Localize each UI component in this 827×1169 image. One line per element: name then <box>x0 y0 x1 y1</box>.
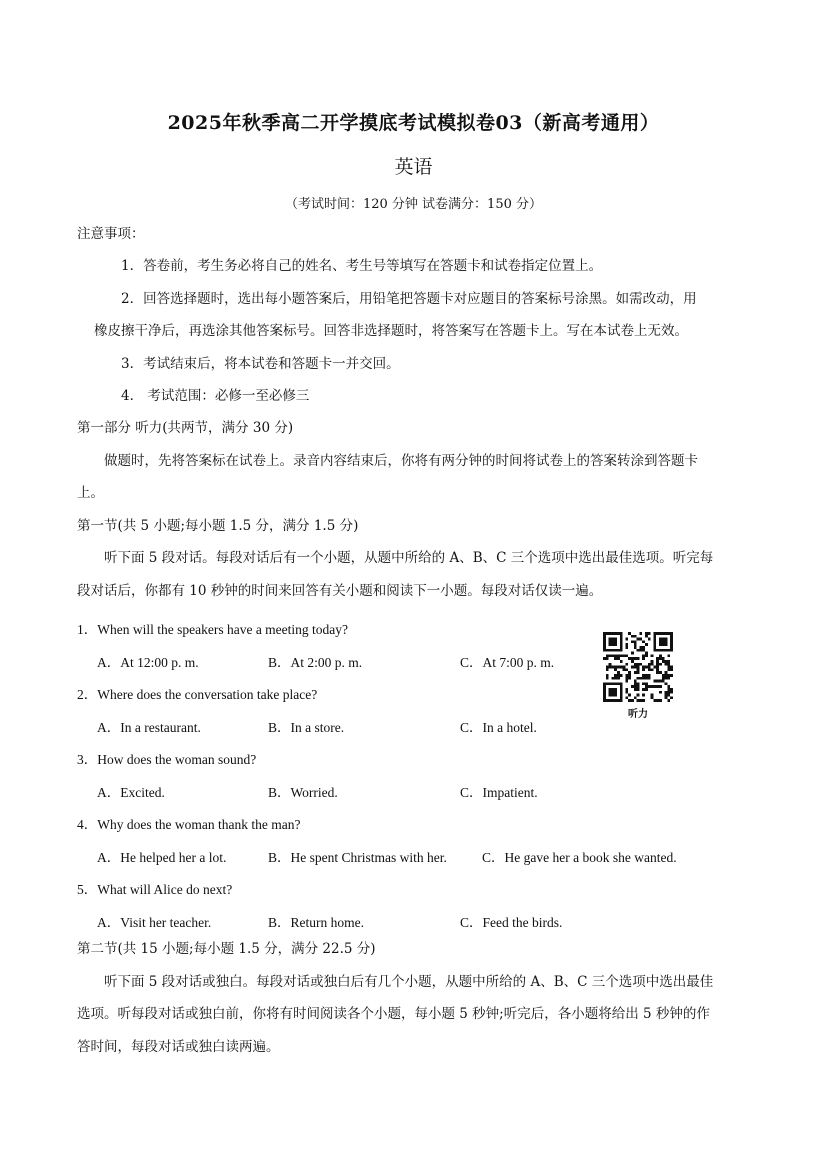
section2-intro-line-1: 听下面 5 段对话或独白。每段对话或独白后有几个小题，从题中所给的 A、B、C 三个选项中选出最佳 <box>104 974 714 990</box>
section1-heading: 第一节(共 5 小题;每小题 1.5 分，满分 1.5 分) <box>77 518 359 534</box>
question-1-option-a: A．At 12:00 p. m. <box>97 655 199 670</box>
note-item-4: 4． 考试范围：必修一至必修三 <box>121 388 310 404</box>
question-4-stem: 4．Why does the woman thank the man? <box>77 817 301 832</box>
question-4-option-c: C．He gave her a book she wanted. <box>482 850 677 865</box>
note-item-3: 3．考试结束后，将本试卷和答题卡一并交回。 <box>121 356 400 372</box>
question-2-option-b: B．In a store. <box>268 720 345 735</box>
qr-code-label: 听力 <box>628 709 648 720</box>
section1-intro-line-2: 段对话后，你都有 10 秒钟的时间来回答有关小题和阅读下一小题。每段对话仅读一遍。 <box>77 583 603 599</box>
note-item-2-line-1: 2．回答选择题时，选出每小题答案后，用铅笔把答题卡对应题目的答案标号涂黑。如需改动，用 <box>121 291 697 307</box>
notes-heading: 注意事项： <box>77 226 145 242</box>
question-5-option-c: C．Feed the birds. <box>460 915 563 930</box>
qr-code-icon[interactable] <box>603 632 673 702</box>
note-item-2-line-2: 橡皮擦干净后，再选涂其他答案标号。回答非选择题时，将答案写在答题卡上。写在本试卷上无效。 <box>94 323 688 339</box>
subject-title: 英语 <box>394 156 433 178</box>
question-3-option-b: B．Worried. <box>268 785 338 800</box>
section2-heading: 第二节(共 15 小题;每小题 1.5 分，满分 22.5 分) <box>77 941 376 957</box>
question-5-stem: 5．What will Alice do next? <box>77 882 233 897</box>
question-2-option-a: A．In a restaurant. <box>97 720 201 735</box>
note-item-1: 1．答卷前，考生务必将自己的姓名、考生号等填写在答题卡和试卷指定位置上。 <box>121 258 603 274</box>
question-3-option-c: C．Impatient. <box>460 785 538 800</box>
part1-intro-line-1: 做题时，先将答案标在试卷上。录音内容结束后，你将有两分钟的时间将试卷上的答案转涂到答题卡 <box>104 453 698 469</box>
part1-heading: 第一部分 听力(共两节，满分 30 分) <box>77 420 294 436</box>
question-1-stem: 1．When will the speakers have a meeting today? <box>77 622 349 637</box>
question-1-option-b: B．At 2:00 p. m. <box>268 655 363 670</box>
question-3-stem: 3．How does the woman sound? <box>77 752 257 767</box>
section2-intro-line-2: 选项。听每段对话或独白前，你将有时间阅读各个小题，每小题 5 秒钟;听完后，各小题将给出 5 秒钟的作 <box>77 1006 710 1022</box>
question-4-option-b: B．He spent Christmas with her. <box>268 850 447 865</box>
part1-intro-line-2: 上。 <box>77 485 104 501</box>
exam-time-info: （考试时间：120 分钟 试卷满分：150 分） <box>284 197 543 212</box>
section1-intro-line-1: 听下面 5 段对话。每段对话后有一个小题，从题中所给的 A、B、C 三个选项中选出最佳选项。听完每 <box>104 550 714 566</box>
question-1-option-c: C．At 7:00 p. m. <box>460 655 555 670</box>
question-4-option-a: A．He helped her a lot. <box>97 850 227 865</box>
question-5-option-b: B．Return home. <box>268 915 364 930</box>
question-3-option-a: A．Excited. <box>97 785 165 800</box>
section2-intro-line-3: 答时间，每段对话或独白读两遍。 <box>77 1039 280 1055</box>
question-2-option-c: C．In a hotel. <box>460 720 537 735</box>
exam-title: 2025年秋季高二开学摸底考试模拟卷03（新高考通用） <box>167 112 660 134</box>
question-5-option-a: A．Visit her teacher. <box>97 915 212 930</box>
question-2-stem: 2．Where does the conversation take place? <box>77 687 318 702</box>
